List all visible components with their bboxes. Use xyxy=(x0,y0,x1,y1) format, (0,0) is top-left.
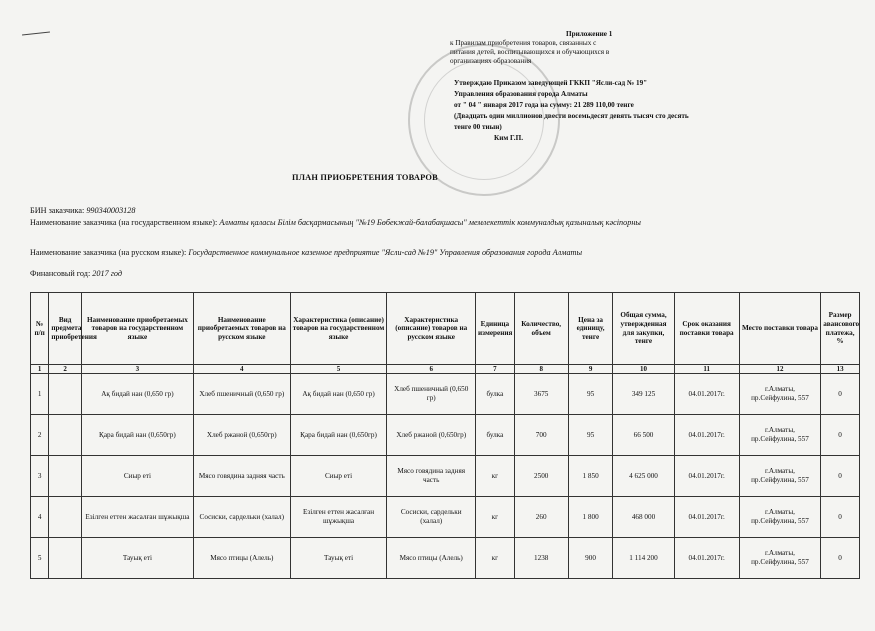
column-number: 2 xyxy=(49,365,82,374)
table-cell: 95 xyxy=(568,415,613,456)
table-cell: Хлеб пшеничный (0,650 гр) xyxy=(387,374,476,415)
table-cell: Сиыр еті xyxy=(81,456,193,497)
table-cell: 900 xyxy=(568,538,613,579)
table-row xyxy=(31,456,860,497)
table-row xyxy=(31,374,860,415)
table-cell: Сиыр еті xyxy=(290,456,387,497)
table-cell: 1 850 xyxy=(568,456,613,497)
table-cell: 3675 xyxy=(514,374,568,415)
table-cell: Мясо птицы (Алель) xyxy=(387,538,476,579)
table-cell xyxy=(49,456,82,497)
approval-line: Утверждаю Приказом заведующей ГККП "Ясли-сад № 19" xyxy=(454,79,648,87)
bin-label: БИН заказчика: xyxy=(30,206,85,215)
table-cell: 04.01.2017г. xyxy=(674,538,739,579)
table-cell: 1238 xyxy=(514,538,568,579)
table-cell: 4 625 000 xyxy=(613,456,674,497)
table-cell xyxy=(49,415,82,456)
table-cell: 468 000 xyxy=(613,497,674,538)
column-header: Единица измерения xyxy=(476,293,515,365)
table-cell: кг xyxy=(476,456,515,497)
table-cell: 1 xyxy=(31,374,49,415)
table-cell: Мясо птицы (Алель) xyxy=(193,538,290,579)
table-cell: 700 xyxy=(514,415,568,456)
table-cell: кг xyxy=(476,497,515,538)
table-cell: Тауық еті xyxy=(81,538,193,579)
column-header: Характеристика (описание) товаров на русском языке xyxy=(387,293,476,365)
approval-line: от " 04 " января 2017 года на сумму: 21 289 110,00 тенге xyxy=(454,101,634,109)
column-number: 9 xyxy=(568,365,613,374)
table-cell: 95 xyxy=(568,374,613,415)
table-cell: г.Алматы, пр.Сейфулина, 557 xyxy=(739,415,820,456)
table-cell: 0 xyxy=(821,415,860,456)
fiscal-year-value: 2017 год xyxy=(92,269,123,278)
table-cell: 0 xyxy=(821,456,860,497)
column-header: Место поставки товара xyxy=(739,293,820,365)
table-cell: 349 125 xyxy=(613,374,674,415)
column-number: 11 xyxy=(674,365,739,374)
customer-name-ru-value: Государственное коммунальное казенное предприятие "Ясли-сад №19" Управления образования города Алматы xyxy=(188,248,583,257)
table-cell: Мясо говядина задняя часть xyxy=(193,456,290,497)
table-cell xyxy=(49,497,82,538)
column-number: 3 xyxy=(81,365,193,374)
table-cell: булка xyxy=(476,415,515,456)
approval-line: тенге 00 тиын) xyxy=(454,123,502,131)
column-number: 4 xyxy=(193,365,290,374)
signature: Ким Г.П. xyxy=(494,134,523,142)
table-cell: 04.01.2017г. xyxy=(674,497,739,538)
customer-name-ru xyxy=(30,248,850,258)
table-cell xyxy=(49,538,82,579)
table-cell: Қара бидай нан (0,650гр) xyxy=(81,415,193,456)
fiscal-year-label: Финансовый год: xyxy=(30,269,91,278)
table-cell: г.Алматы, пр.Сейфулина, 557 xyxy=(739,497,820,538)
table-cell: 0 xyxy=(821,374,860,415)
column-header: Наименование приобретаемых товаров на государственном языке xyxy=(81,293,193,365)
table-cell: Сосиски, сардельки (халал) xyxy=(193,497,290,538)
table-cell: Хлеб ржаной (0,650гр) xyxy=(193,415,290,456)
table-cell: Қара бидай нан (0,650гр) xyxy=(290,415,387,456)
table-cell: 1 114 200 xyxy=(613,538,674,579)
column-number: 10 xyxy=(613,365,674,374)
column-number: 12 xyxy=(739,365,820,374)
table-cell: Ақ бидай нан (0,650 гр) xyxy=(290,374,387,415)
column-header: Размер авансового платежа, % xyxy=(821,293,860,365)
appendix-line: к Правилам приобретения товаров, связанных с xyxy=(450,39,597,47)
table-cell: г.Алматы, пр.Сейфулина, 557 xyxy=(739,538,820,579)
table-cell: 04.01.2017г. xyxy=(674,415,739,456)
table-cell: 66 500 xyxy=(613,415,674,456)
table-cell: Езілген еттен жасалған шұжықша xyxy=(290,497,387,538)
table-cell: Ақ бидай нан (0,650 гр) xyxy=(81,374,193,415)
table-row xyxy=(31,538,860,579)
table-cell: 04.01.2017г. xyxy=(674,456,739,497)
page-title: ПЛАН ПРИОБРЕТЕНИЯ ТОВАРОВ xyxy=(292,173,438,182)
table-cell: 260 xyxy=(514,497,568,538)
table-cell: кг xyxy=(476,538,515,579)
table-cell: Тауық еті xyxy=(290,538,387,579)
table-cell: 3 xyxy=(31,456,49,497)
column-number: 1 xyxy=(31,365,49,374)
column-header: Цена за единицу, тенге xyxy=(568,293,613,365)
table-cell: Езілген еттен жасалған шұжықша xyxy=(81,497,193,538)
table-cell: Хлеб ржаной (0,650гр) xyxy=(387,415,476,456)
column-number: 5 xyxy=(290,365,387,374)
column-number: 13 xyxy=(821,365,860,374)
fiscal-year xyxy=(30,269,122,279)
table-cell: 0 xyxy=(821,538,860,579)
column-number: 7 xyxy=(476,365,515,374)
column-header: Общая сумма, утвержденная для закупки, тенге xyxy=(613,293,674,365)
table-cell: г.Алматы, пр.Сейфулина, 557 xyxy=(739,456,820,497)
table-cell: г.Алматы, пр.Сейфулина, 557 xyxy=(739,374,820,415)
customer-name-kz-value: Алматы қаласы Білім басқармасының "№19 Бөбекжай-балабақшасы" мемлекеттік коммуналдық қазыналық кәсіпорны xyxy=(219,218,641,227)
bin-value: 990340003128 xyxy=(86,206,136,215)
table-cell: 4 xyxy=(31,497,49,538)
procurement-table xyxy=(30,292,860,579)
table-cell: 2500 xyxy=(514,456,568,497)
table-cell: Хлеб пшеничный (0,650 гр) xyxy=(193,374,290,415)
approval-line: (Двадцать один миллионов двести восемьдесят девять тысяч сто десять xyxy=(454,112,689,120)
approval-block xyxy=(454,78,834,144)
pen-mark xyxy=(22,32,50,36)
table-cell: 1 800 xyxy=(568,497,613,538)
table-row xyxy=(31,497,860,538)
column-number-row xyxy=(31,365,860,374)
bin-line xyxy=(30,206,135,216)
approval-line: Управления образования города Алматы xyxy=(454,90,588,98)
appendix-block xyxy=(450,30,830,66)
table-header-row xyxy=(31,293,860,365)
table-cell: Мясо говядина задняя часть xyxy=(387,456,476,497)
appendix-line: организациях образования xyxy=(450,57,532,65)
column-header: Наименование приобретаемых товаров на русском языке xyxy=(193,293,290,365)
column-number: 6 xyxy=(387,365,476,374)
table-cell: Сосиски, сардельки (халал) xyxy=(387,497,476,538)
appendix-heading: Приложение 1 xyxy=(566,30,613,38)
table-cell: 5 xyxy=(31,538,49,579)
customer-name-ru-label: Наименование заказчика (на русском языке): xyxy=(30,248,187,257)
column-header: Вид предмета приобретения xyxy=(49,293,82,365)
appendix-line: питания детей, воспитывающихся и обучающихся в xyxy=(450,48,610,56)
table-cell xyxy=(49,374,82,415)
table-cell: 2 xyxy=(31,415,49,456)
column-header: Количество, объем xyxy=(514,293,568,365)
table-cell: 04.01.2017г. xyxy=(674,374,739,415)
column-header: Характеристика (описание) товаров на государственном языке xyxy=(290,293,387,365)
column-header: Срок оказания поставки товара xyxy=(674,293,739,365)
table-cell: 0 xyxy=(821,497,860,538)
customer-name-kz xyxy=(30,218,790,228)
column-header: № п/п xyxy=(31,293,49,365)
column-number: 8 xyxy=(514,365,568,374)
customer-name-kz-label: Наименование заказчика (на государственном языке): xyxy=(30,218,218,227)
table-row xyxy=(31,415,860,456)
table-cell: булка xyxy=(476,374,515,415)
